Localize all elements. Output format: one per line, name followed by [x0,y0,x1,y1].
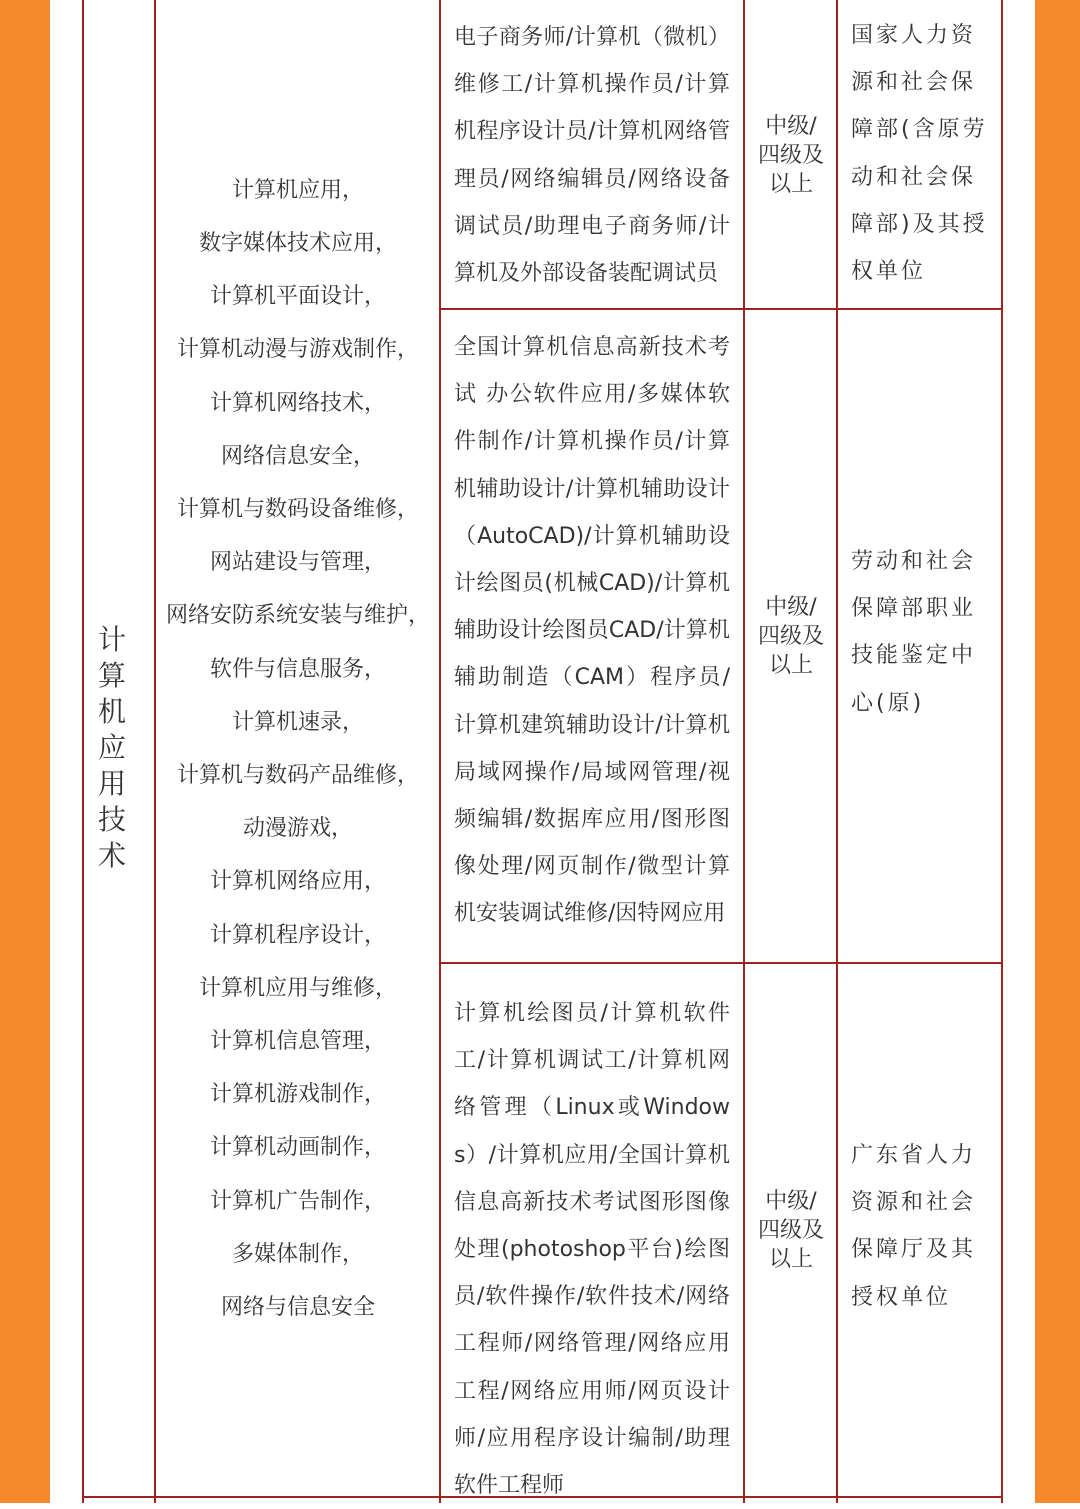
major-item: 计算机平面设计， [209,284,386,310]
major-item: 网络信息安全， [220,443,375,469]
majors-cell [156,0,440,1496]
issuer-cell: 广东省人力资源和社会保障厅及其授权单位 [851,1143,977,1310]
level-label: 中级/四级及以上 [758,594,825,678]
major-item: 多媒体制作， [231,1241,364,1267]
major-item: 网络安防系统安装与维护， [165,603,430,629]
level-cell [745,964,837,1496]
major-item: 动漫游戏， [242,816,353,842]
major-item: 计算机游戏制作， [209,1082,386,1108]
level-cell [745,310,837,962]
certificate-list-cell: 电子商务师/计算机（微机）维修工/计算机操作员/计算机程序设计员/计算机网络管理员/网络编辑员/网络设备调试员/助理电子商务师/计算机及外部设备装配调试员 [454,25,730,287]
major-item: 计算机程序设计， [209,922,386,948]
major-item: 计算机动漫与游戏制作， [176,337,419,363]
major-item: 软件与信息服务， [209,656,386,682]
level-label: 中级/四级及以上 [758,113,825,197]
table-border-line [82,0,84,1503]
major-category-cell [98,0,129,1496]
major-item: 数字媒体技术应用， [198,230,397,256]
major-item: 计算机动画制作， [209,1135,386,1161]
issuer-cell: 劳动和社会保障部职业技能鉴定中心(原) [851,549,977,716]
issuer-cell: 国家人力资源和社会保障部(含原劳动和社会保障部)及其授权单位 [851,23,988,285]
row-divider [439,962,1003,964]
certificate-list-cell: 计算机绘图员/计算机软件工/计算机调试工/计算机网络管理（Linux或Windows）/计算机应用/全国计算机信息高新技术考试图形图像处理(photoshop平台)绘图员/软件操作/软件技术/网络工程师/网络管理/网络应用工程/网络应用师/网页设计师/应用程序设计编制/助理软件工程师 [454,1001,730,1499]
level-cell [745,2,837,308]
major-item: 计算机信息管理， [209,1029,386,1055]
table-border-line [1001,0,1003,1503]
major-item: 计算机网络技术， [209,390,386,416]
major-item: 计算机与数码设备维修， [176,496,419,522]
major-item: 网络与信息安全 [220,1295,375,1321]
major-item: 网站建设与管理， [209,550,386,576]
major-item: 计算机应用与维修， [198,975,397,1001]
major-item: 计算机速录， [231,709,364,735]
major-item: 计算机与数码产品维修， [176,763,419,788]
certificate-list-cell: 全国计算机信息高新技术考试 办公软件应用/多媒体软件制作/计算机操作员/计算机辅助设计/计算机辅助设计（AutoCAD)/计算机辅助设计绘图员(机械CAD)/计算机辅助设计绘图员CAD/计算机辅助制造（CAM）程序员/计算机建筑辅助设计/计算机局域网操作/局域网管理/视频编辑/数据库应用/图形图像处理/网页制作/微型计算机安装调试维修/因特网应用 [454,335,730,927]
level-label: 中级/四级及以上 [758,1188,825,1272]
major-item: 计算机应用， [231,177,364,203]
major-category-label: 计算机应用技术 [98,623,129,872]
row-divider [439,308,1003,310]
major-item: 计算机网络应用， [209,869,386,895]
major-item: 计算机广告制作， [209,1188,386,1214]
